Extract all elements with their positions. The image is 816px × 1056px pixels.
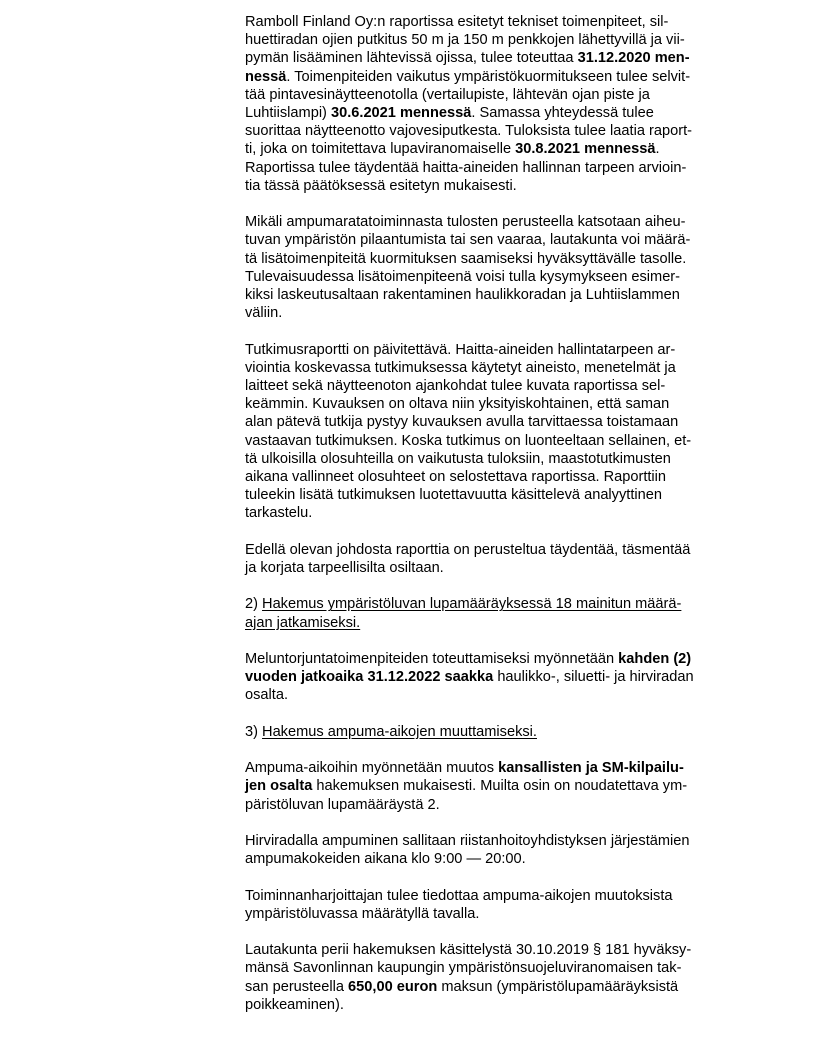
text-run: Ampuma-aikoihin myönnetään muutos bbox=[245, 760, 499, 777]
bold-text: kahden (2) bbox=[618, 651, 692, 668]
text-run: Tulevaisuudessa lisätoimenpiteenä voisi tulla kysymykseen esimer- bbox=[245, 268, 681, 285]
text-run: ti, joka on toimitettava lupaviranomaiselle bbox=[245, 141, 516, 158]
text-line bbox=[245, 304, 745, 322]
text-line bbox=[245, 723, 745, 741]
text-line bbox=[245, 595, 745, 613]
paragraph bbox=[245, 723, 745, 741]
text-run: keämmin. Kuvauksen on oltava niin yksityiskohtainen, että saman bbox=[245, 396, 670, 413]
text-line bbox=[245, 468, 745, 486]
text-line bbox=[245, 905, 745, 923]
bold-text: 31.12.2020 men- bbox=[577, 50, 690, 67]
text-run: päristöluvan lupamääräystä 2. bbox=[245, 796, 440, 813]
text-line bbox=[245, 140, 745, 158]
text-line bbox=[245, 450, 745, 468]
underlined-heading: Hakemus ympäristöluvan lupamääräyksessä 18 mainitun määrä- bbox=[262, 596, 682, 613]
paragraph bbox=[245, 595, 745, 631]
text-line bbox=[245, 231, 745, 249]
text-line bbox=[245, 686, 745, 704]
text-line bbox=[245, 104, 745, 122]
text-line bbox=[245, 359, 745, 377]
text-line bbox=[245, 668, 745, 686]
text-line bbox=[245, 159, 745, 177]
text-run: . Toimenpiteiden vaikutus ympäristökuormitukseen tulee selvit- bbox=[286, 68, 691, 85]
text-line bbox=[245, 49, 745, 67]
text-run: haulikko-, siluetti- ja hirviradan bbox=[493, 669, 694, 686]
text-line bbox=[245, 559, 745, 577]
bold-text: 30.8.2021 mennessä bbox=[515, 141, 656, 158]
text-run: Mikäli ampumaratatoiminnasta tulosten perusteella katsotaan aiheu- bbox=[245, 214, 686, 231]
text-run: viointia koskevassa tutkimuksessa käytetyt aineisto, menetelmät ja bbox=[245, 359, 676, 376]
underlined-heading: Hakemus ampuma-aikojen muuttamiseksi. bbox=[262, 723, 537, 740]
bold-text: 30.6.2021 mennessä bbox=[330, 105, 472, 122]
text-line bbox=[245, 504, 745, 522]
text-run: ja korjata tarpeellisilta osiltaan. bbox=[245, 560, 444, 577]
paragraph bbox=[245, 13, 745, 195]
text-run: alan pätevä tutkija pystyy kuvauksen avulla tarvittaessa toistamaan bbox=[245, 414, 679, 431]
text-line bbox=[245, 13, 745, 31]
text-run: aikana vallinneet olosuhteet on selostettava raportissa. Raporttiin bbox=[245, 469, 667, 486]
text-line bbox=[245, 850, 745, 868]
paragraph bbox=[245, 341, 745, 523]
text-run: Meluntorjuntatoimenpiteiden toteuttamiseksi myönnetään bbox=[245, 651, 619, 668]
text-line bbox=[245, 978, 745, 996]
text-run: ympäristöluvassa määrätyllä tavalla. bbox=[245, 905, 480, 922]
text-line bbox=[245, 832, 745, 850]
document-page bbox=[245, 13, 745, 1032]
text-line bbox=[245, 395, 745, 413]
text-line bbox=[245, 286, 745, 304]
text-run: Ramboll Finland Oy:n raportissa esitetyt tekniset toimenpiteet, sil- bbox=[245, 14, 669, 30]
text-run: 2) bbox=[245, 596, 263, 613]
text-run: osalta. bbox=[245, 687, 288, 704]
text-run: tia tässä päätöksessä esitetyn mukaisesti. bbox=[245, 177, 517, 194]
text-run: . bbox=[655, 141, 660, 158]
text-line bbox=[245, 250, 745, 268]
text-line bbox=[245, 650, 745, 668]
bold-text: jen osalta bbox=[245, 778, 313, 795]
paragraph bbox=[245, 941, 745, 1014]
text-run: poikkeaminen). bbox=[245, 996, 344, 1013]
bold-text: vuoden jatkoaika 31.12.2022 saakka bbox=[245, 669, 494, 686]
text-run: tarkastelu. bbox=[245, 505, 313, 522]
text-line bbox=[245, 268, 745, 286]
text-line bbox=[245, 996, 745, 1014]
bold-text: kansallisten ja SM-kilpailu- bbox=[498, 760, 684, 777]
text-line bbox=[245, 122, 745, 140]
text-run: suorittaa näytteenotto vajovesiputkesta. Tuloksista tulee laatia raport- bbox=[245, 123, 692, 140]
text-run: vastaavan tutkimuksen. Koska tutkimus on luonteeltaan sellainen, et- bbox=[245, 432, 692, 449]
text-line bbox=[245, 31, 745, 49]
text-line bbox=[245, 941, 745, 959]
text-run: huettiradan ojien putkitus 50 m ja 150 m penkkojen lähettyvillä ja vii- bbox=[245, 32, 685, 49]
text-line bbox=[245, 759, 745, 777]
paragraph bbox=[245, 650, 745, 705]
paragraph bbox=[245, 887, 745, 923]
text-run: väliin. bbox=[245, 305, 283, 322]
paragraph bbox=[245, 759, 745, 814]
text-run: Hirviradalla ampuminen sallitaan riistanhoitoyhdistyksen järjestämien bbox=[245, 833, 690, 850]
text-run: hakemuksen mukaisesti. Muilta osin on noudatettava ym- bbox=[312, 778, 688, 795]
text-run: maksun (ympäristölupamääräyksistä bbox=[437, 978, 679, 995]
text-run: pymän lisääminen lähtevissä ojissa, tulee toteuttaa bbox=[245, 50, 578, 67]
text-line bbox=[245, 541, 745, 559]
text-line bbox=[245, 177, 745, 195]
text-line bbox=[245, 777, 745, 795]
text-run: Edellä olevan johdosta raporttia on perusteltua täydentää, täsmentää bbox=[245, 541, 691, 558]
text-run: mänsä Savonlinnan kaupungin ympäristönsuojeluviranomaisen tak- bbox=[245, 960, 682, 977]
text-line bbox=[245, 486, 745, 504]
text-run: san perusteella bbox=[245, 978, 349, 995]
text-run: 3) bbox=[245, 723, 263, 740]
underlined-heading: ajan jatkamiseksi. bbox=[245, 614, 361, 631]
text-run: tuvan ympäristön pilaantumista tai sen vaaraa, lautakunta voi määrä- bbox=[245, 232, 691, 249]
text-line bbox=[245, 377, 745, 395]
text-line bbox=[245, 341, 745, 359]
text-run: ampumakokeiden aikana klo 9:00 — 20:00. bbox=[245, 851, 526, 868]
text-run: laitteet sekä näytteenoton ajankohdat tulee kuvata raportissa sel- bbox=[245, 378, 666, 395]
text-run: Luhtiislampi) bbox=[245, 105, 331, 122]
text-run: tä ulkoisilla olosuhteilla on vaikutusta tuloksiin, maastotutkimusten bbox=[245, 450, 671, 467]
text-run: Toiminnanharjoittajan tulee tiedottaa ampuma-aikojen muutoksista bbox=[245, 887, 673, 904]
text-run: kiksi laskeutusaltaan rakentaminen haulikkoradan ja Luhtiislammen bbox=[245, 287, 680, 304]
text-run: Raportissa tulee täydentää haitta-aineiden hallinnan tarpeen arvioin- bbox=[245, 159, 687, 176]
paragraph bbox=[245, 213, 745, 322]
text-line bbox=[245, 432, 745, 450]
text-run: . Samassa yhteydessä tulee bbox=[471, 105, 654, 122]
paragraph bbox=[245, 832, 745, 868]
text-line bbox=[245, 614, 745, 632]
text-run: tä lisätoimenpiteitä kuormituksen saamiseksi hyväksyttävälle tasolle. bbox=[245, 250, 687, 267]
text-line bbox=[245, 796, 745, 814]
text-line bbox=[245, 213, 745, 231]
bold-text: nessä bbox=[245, 68, 287, 85]
text-line bbox=[245, 68, 745, 86]
text-run: Lautakunta perii hakemuksen käsittelystä 30.10.2019 § 181 hyväksy- bbox=[245, 942, 692, 959]
text-run: tää pintavesinäytteenotolla (vertailupiste, lähtevän ojan piste ja bbox=[245, 86, 650, 103]
text-run: tuleekin lisätä tutkimuksen luotettavuutta käsittelevä analyyttinen bbox=[245, 487, 662, 504]
text-run: Tutkimusraportti on päivitettävä. Haitta-aineiden hallintatarpeen ar- bbox=[245, 341, 676, 358]
text-line bbox=[245, 887, 745, 905]
paragraph bbox=[245, 541, 745, 577]
text-line bbox=[245, 86, 745, 104]
bold-text: 650,00 euron bbox=[348, 978, 438, 995]
text-line bbox=[245, 413, 745, 431]
text-line bbox=[245, 959, 745, 977]
